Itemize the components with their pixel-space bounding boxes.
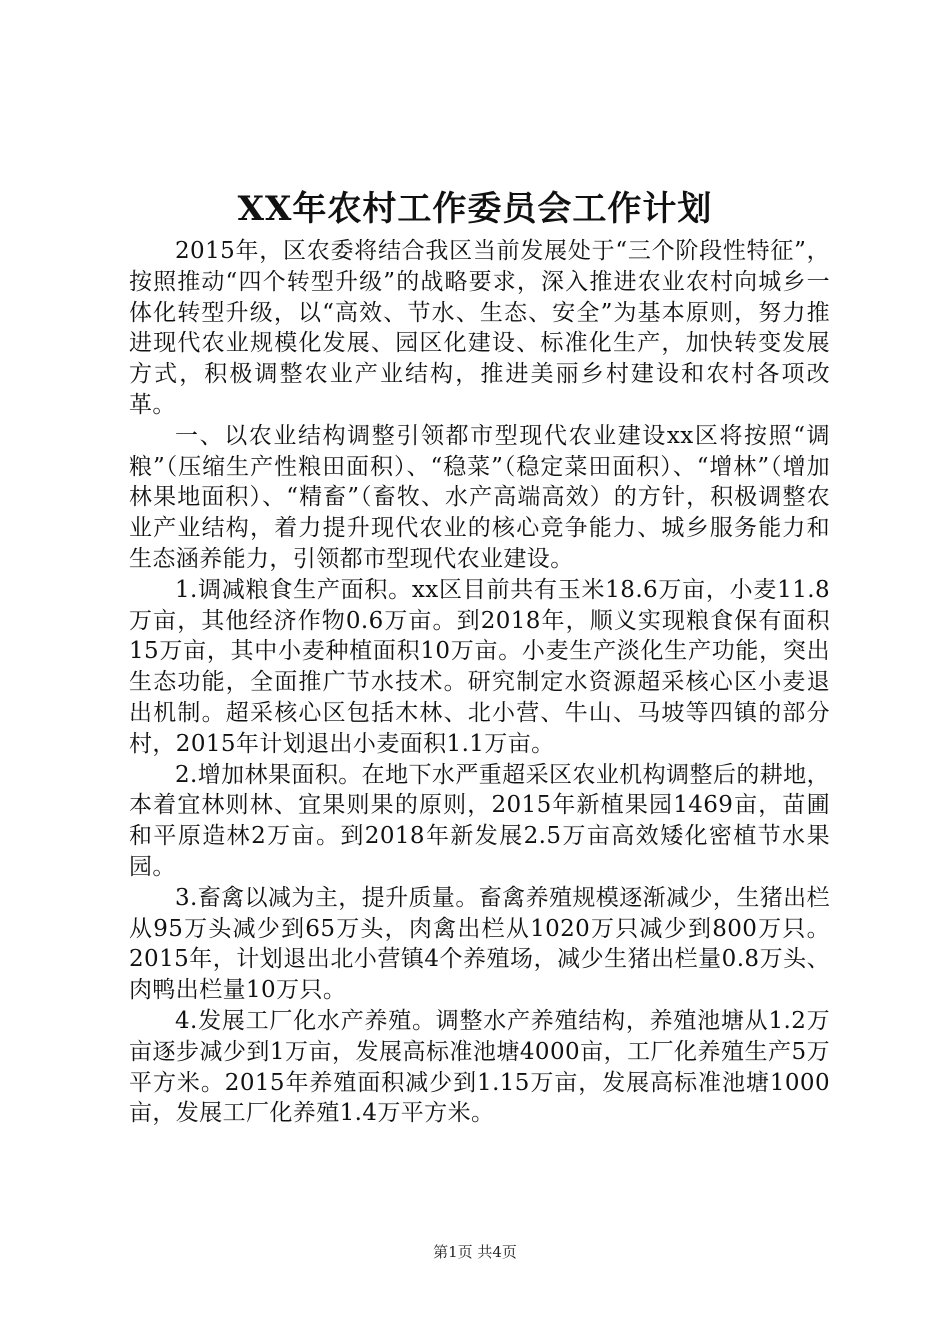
intro-paragraph: 2015年，区农委将结合我区当前发展处于“三个阶段性特征”，按照推动“四个转型升级”的战略要求，深入推进农业农村向城乡一体化转型升级，以“高效、节水、生态、安全”为基本原则，努力推进现代农业规模化发展、园区化建设、标准化生产，加快转变发展方式，积极调整农业产业结构，推进美丽乡村建设和农村各项改革。 bbox=[129, 238, 830, 418]
section-one-paragraph: 一、以农业结构调整引领都市型现代农业建设xx区将按照“调粮”（压缩生产性粮田面积）、“稳菜”（稳定菜田面积）、“增林”（增加林果地面积）、“精畜”（畜牧、水产高端高效）的方针，积极调整农业产业结构，着力提升现代农业的核心竞争能力、城乡服务能力和生态涵养能力，引领都市型现代农业建设。 bbox=[129, 422, 830, 572]
item-2-paragraph: 2.增加林果面积。在地下水严重超采区农业机构调整后的耕地，本着宜林则林、宜果则果的原则，2015年新植果园1469亩，苗圃和平原造林2万亩。到2018年新发展2.5万亩高效矮化密植节水果园。 bbox=[129, 761, 830, 880]
document-title: XX年农村工作委员会工作计划 bbox=[237, 189, 713, 229]
item-4-paragraph: 4.发展工厂化水产养殖。调整水产养殖结构，养殖池塘从1.2万亩逐步减少到1万亩，发展高标准池塘4000亩，工厂化养殖生产5万平方米。2015年养殖面积减少到1.15万亩，发展高标准池塘1000亩，发展工厂化养殖1.4万平方米。 bbox=[129, 1007, 830, 1127]
item-3-paragraph: 3.畜禽以减为主，提升质量。畜禽养殖规模逐渐减少，生猪出栏从95万头减少到65万头，肉禽出栏从1020万只减少到800万只。2015年，计划退出北小营镇4个养殖场，减少生猪出栏量0.8万头、肉鸭出栏量10万只。 bbox=[129, 884, 830, 1004]
item-1-paragraph: 1.调减粮食生产面积。xx区目前共有玉米18.6万亩，小麦11.8万亩，其他经济作物0.6万亩。到2018年，顺义实现粮食保有面积15万亩，其中小麦种植面积10万亩。小麦生产淡化生产功能，突出生态功能，全面推广节水技术。研究制定水资源超采核心区小麦退出机制。超采核心区包括木林、北小营、牛山、马坡等四镇的部分村，2015年计划退出小麦面积1.1万亩。 bbox=[129, 576, 830, 757]
page-number-footer: 第1页 共4页 bbox=[433, 1243, 517, 1261]
document-body bbox=[129, 236, 830, 1129]
